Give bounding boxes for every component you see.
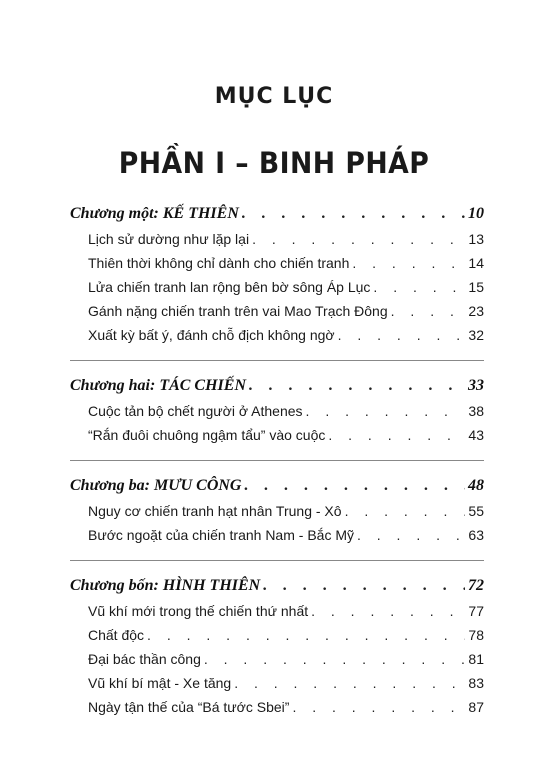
section-page: 81 <box>468 651 484 667</box>
section-page: 13 <box>468 231 484 247</box>
section-page: 83 <box>468 675 484 691</box>
section-title: Lịch sử dường như lặp lại <box>88 231 250 247</box>
part-title: PHẦN I – BINH PHÁP <box>118 146 430 180</box>
section-entry <box>70 227 484 251</box>
chapter-page: 48 <box>468 477 484 494</box>
section-entry <box>70 423 484 447</box>
dot-leader <box>328 423 465 447</box>
section-entry <box>70 275 484 299</box>
dot-leader <box>292 695 465 719</box>
section-title: Vũ khí mới trong thế chiến thứ nhất <box>88 603 309 619</box>
dot-leader <box>204 647 465 671</box>
section-title: Xuất kỳ bất ý, đánh chỗ địch không ngờ <box>88 327 335 343</box>
section-page: 15 <box>468 279 484 295</box>
dot-leader <box>234 671 465 695</box>
dot-leader <box>357 523 465 547</box>
section-title: Cuộc tản bộ chết người ở Athenes <box>88 403 303 419</box>
section-entry <box>70 623 484 647</box>
chapter-title: Chương một: KẾ THIÊN <box>70 205 239 222</box>
section-title: Vũ khí bí mật - Xe tăng <box>88 675 232 691</box>
section-entry <box>70 523 484 547</box>
section-title: Lửa chiến tranh lan rộng bên bờ sông Áp Lục <box>88 279 371 295</box>
chapter-entry <box>70 200 484 227</box>
section-entry <box>70 599 484 623</box>
chapter-entry <box>70 472 484 499</box>
section-entry <box>70 499 484 523</box>
dot-leader <box>252 227 465 251</box>
chapter-entry <box>70 572 484 599</box>
section-entry <box>70 251 484 275</box>
dot-leader <box>338 323 465 347</box>
section-page: 77 <box>468 603 484 619</box>
chapter-block <box>70 561 484 733</box>
section-page: 23 <box>468 303 484 319</box>
section-entry <box>70 323 484 347</box>
dot-leader <box>391 299 465 323</box>
section-page: 43 <box>468 427 484 443</box>
section-page: 78 <box>468 627 484 643</box>
section-page: 87 <box>468 699 484 715</box>
section-title: Nguy cơ chiến tranh hạt nhân Trung - Xô <box>88 503 342 519</box>
chapter-title: Chương hai: TÁC CHIẾN <box>70 377 246 394</box>
section-page: 14 <box>468 255 484 271</box>
chapter-page: 72 <box>468 577 484 594</box>
dot-leader <box>244 472 465 499</box>
section-entry <box>70 647 484 671</box>
section-entry <box>70 671 484 695</box>
section-title: Gánh nặng chiến tranh trên vai Mao Trạch Đông <box>88 303 388 319</box>
chapter-page: 33 <box>468 377 484 394</box>
dot-leader <box>263 572 465 599</box>
dot-leader <box>345 499 465 523</box>
section-entry <box>70 299 484 323</box>
section-title: “Rắn đuôi chuông ngậm tẩu” vào cuộc <box>88 427 326 443</box>
section-page: 63 <box>468 527 484 543</box>
dot-leader <box>373 275 465 299</box>
section-entry <box>70 399 484 423</box>
section-page: 55 <box>468 503 484 519</box>
chapter-block <box>70 361 484 461</box>
dot-leader <box>352 251 465 275</box>
section-title: Thiên thời không chỉ dành cho chiến tranh <box>88 255 350 271</box>
section-title: Ngày tận thế của “Bá tước Sbei” <box>88 699 290 715</box>
chapter-block <box>70 200 484 361</box>
chapter-page: 10 <box>468 205 484 222</box>
chapter-entry <box>70 372 484 399</box>
section-title: Chất độc <box>88 627 145 643</box>
dot-leader <box>147 623 465 647</box>
dot-leader <box>242 200 465 227</box>
dot-leader <box>311 599 465 623</box>
section-page: 38 <box>468 403 484 419</box>
toc-title: MỤC LỤC <box>214 84 334 109</box>
chapter-title: Chương ba: MƯU CÔNG <box>70 477 242 494</box>
section-title: Bước ngoặt của chiến tranh Nam - Bắc Mỹ <box>88 527 354 543</box>
chapter-title: Chương bốn: HÌNH THIÊN <box>70 577 261 594</box>
dot-leader <box>249 372 465 399</box>
section-title: Đại bác thần công <box>88 651 201 667</box>
dot-leader <box>306 399 465 423</box>
chapter-block <box>70 461 484 561</box>
section-page: 32 <box>468 327 484 343</box>
section-entry <box>70 695 484 719</box>
table-of-contents <box>70 200 484 733</box>
